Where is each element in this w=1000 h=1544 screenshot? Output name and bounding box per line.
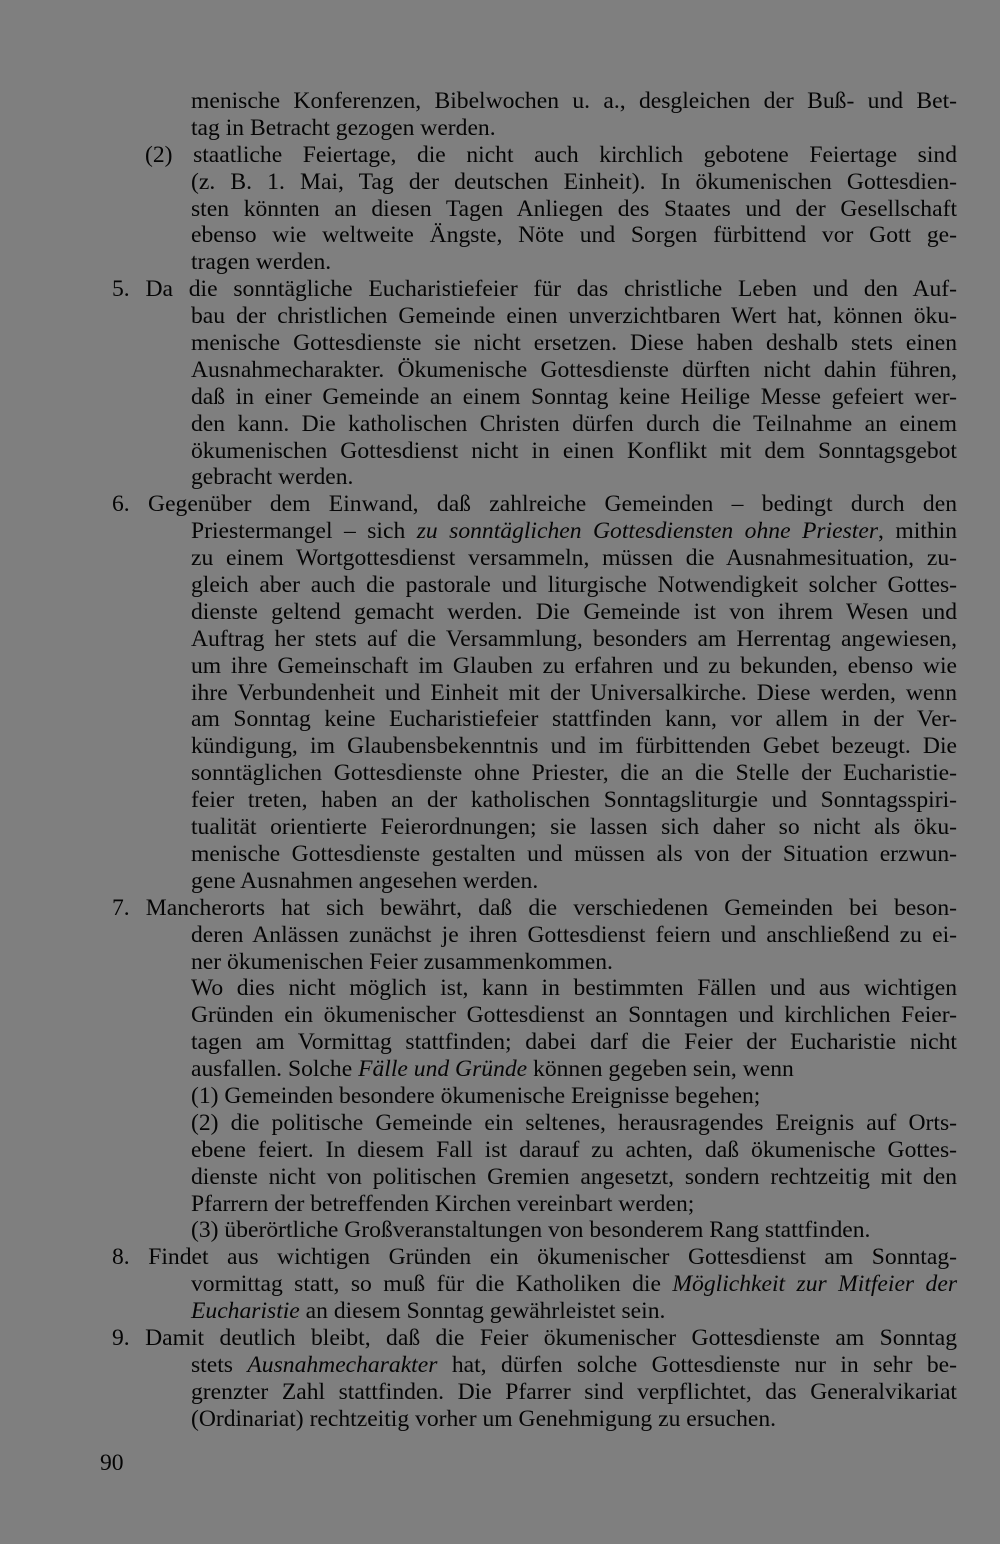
text-line: vormittag statt, so muß für die Katholiken die Möglichkeit zur Mitfeier der — [191, 1271, 957, 1298]
text-line: 5. Da die sonntägliche Eucharistiefeier für das christliche Leben und den Auf- — [112, 276, 957, 303]
emphasis: Eucharistie — [191, 1298, 300, 1325]
text-line: (Ordinariat) rechtzeitig vorher um Genehmigung zu ersuchen. — [191, 1405, 777, 1432]
emphasis: Ausnahmecharakter — [247, 1351, 438, 1378]
text-line: tagen am Vormittag stattfinden; dabei darf die Feier der Eucharistie nicht — [191, 1029, 957, 1056]
emphasis: Möglichkeit zur Mitfeier der — [672, 1271, 957, 1298]
text-line: ihre Verbundenheit und Einheit mit der Universalkirche. Diese werden, wenn — [191, 679, 957, 706]
emphasis: Fälle und Gründe — [358, 1056, 528, 1083]
text-line: Auftrag her stets auf die Versammlung, besonders am Herrentag angewiesen, — [191, 625, 957, 652]
text-line: am Sonntag keine Eucharistiefeier stattfinden kann, vor allem in der Ver- — [191, 706, 957, 733]
page-number: 90 — [100, 1450, 124, 1476]
text-line: dienste nicht von politischen Gremien angesetzt, sondern rechtzeitig mit den — [191, 1163, 957, 1190]
text-line: ebenso wie weltweite Ängste, Nöte und Sorgen fürbittend vor Gott ge- — [191, 222, 957, 249]
text-line: menische Gottesdienste sie nicht ersetzen. Diese haben deshalb stets einen — [191, 330, 957, 357]
text-line: daß in einer Gemeinde an einem Sonntag keine Heilige Messe gefeiert wer- — [191, 383, 957, 410]
text-line: gleich aber auch die pastorale und liturgische Notwendigkeit solcher Gottes- — [191, 572, 957, 599]
text-line: um ihre Gemeinschaft im Glauben zu erfahren und zu bekunden, ebenso wie — [191, 652, 957, 679]
text-line: grenzter Zahl stattfinden. Die Pfarrer sind verpflichtet, das Generalvikariat — [191, 1378, 957, 1405]
text-line: kündigung, im Glaubensbekenntnis und im fürbittenden Gebet bezeugt. Die — [191, 733, 957, 760]
text-line: den kann. Die katholischen Christen dürfen durch die Teilnahme an einem — [191, 410, 957, 437]
text-line: 9. Damit deutlich bleibt, daß die Feier ökumenischer Gottesdienste am Sonntag — [112, 1324, 957, 1351]
text-line: ökumenischen Gottesdienst nicht in einen Konflikt mit dem Sonntagsgebot — [191, 437, 957, 464]
text-line: bau der christlichen Gemeinde einen unverzichtbaren Wert hat, können öku- — [191, 303, 957, 330]
body-text — [112, 88, 957, 1433]
text-line: sonntäglichen Gottesdienste ohne Priester, die an die Stelle der Eucharistie- — [191, 760, 957, 787]
text-line: ner ökumenischen Feier zusammenkommen. — [191, 948, 613, 975]
text-line: deren Anlässen zunächst je ihren Gottesdienst feiern und anschließend zu ei- — [191, 921, 957, 948]
text-line: 8. Findet aus wichtigen Gründen ein ökumenischer Gottesdienst am Sonntag- — [112, 1244, 957, 1271]
text-line: (2) staatliche Feiertage, die nicht auch kirchlich gebotene Feiertage sind — [145, 141, 957, 168]
text-line: Eucharistie an diesem Sonntag gewährleistet sein. — [191, 1298, 666, 1325]
text-line: (3) überörtliche Großveranstaltungen von besonderem Rang stattfinden. — [191, 1217, 871, 1244]
text-line: (2) die politische Gemeinde ein seltenes, herausragendes Ereignis auf Orts- — [191, 1109, 957, 1136]
text-line: Gründen ein ökumenischer Gottesdienst an Sonntagen und kirchlichen Feier- — [191, 1002, 957, 1029]
text-line: Wo dies nicht möglich ist, kann in bestimmten Fällen und aus wichtigen — [191, 975, 957, 1002]
text-line: menische Gottesdienste gestalten und müssen als von der Situation erzwun- — [191, 840, 957, 867]
text-line: 6. Gegenüber dem Einwand, daß zahlreiche Gemeinden – bedingt durch den — [112, 491, 957, 518]
text-line: (1) Gemeinden besondere ökumenische Ereignisse begehen; — [191, 1082, 761, 1109]
text-line: zu einem Wortgottesdienst versammeln, müssen die Ausnahmesituation, zu- — [191, 545, 957, 572]
text-line: menische Konferenzen, Bibelwochen u. a., desgleichen der Buß- und Bet- — [191, 88, 957, 114]
text-line: Pfarrern der betreffenden Kirchen vereinbart werden; — [191, 1190, 695, 1217]
text-line: Ausnahmecharakter. Ökumenische Gottesdienste dürften nicht dahin führen, — [191, 356, 957, 383]
text-line: gene Ausnahmen angesehen werden. — [191, 867, 539, 894]
text-line: (z. B. 1. Mai, Tag der deutschen Einheit). In ökumenischen Gottesdien- — [191, 168, 957, 195]
text-line: tragen werden. — [191, 249, 332, 276]
text-line: 7. Mancherorts hat sich bewährt, daß die verschiedenen Gemeinden bei beson- — [112, 894, 957, 921]
text-line: tag in Betracht gezogen werden. — [191, 114, 496, 141]
text-line: ebene feiert. In diesem Fall ist darauf zu achten, daß ökumenische Gottes- — [191, 1136, 957, 1163]
text-line: feier treten, haben an der katholischen Sonntagsliturgie und Sonntagsspiri- — [191, 787, 957, 814]
text-line: Priestermangel – sich zu sonntäglichen Gottesdiensten ohne Priester, mithin — [191, 518, 958, 545]
text-line: sten könnten an diesen Tagen Anliegen des Staates und der Gesellschaft — [191, 195, 957, 222]
text-line: tualität orientierte Feierordnungen; sie lassen sich daher so nicht als öku- — [191, 814, 957, 841]
text-line: dienste geltend gemacht werden. Die Gemeinde ist von ihrem Wesen und — [191, 598, 957, 625]
emphasis: zu sonntäglichen Gottesdiensten ohne Priester — [416, 518, 879, 545]
text-line: gebracht werden. — [191, 464, 354, 491]
text-line: stets Ausnahmecharakter hat, dürfen solche Gottesdienste nur in sehr be- — [191, 1351, 957, 1378]
text-line: ausfallen. Solche Fälle und Gründe können gegeben sein, wenn — [191, 1056, 794, 1083]
